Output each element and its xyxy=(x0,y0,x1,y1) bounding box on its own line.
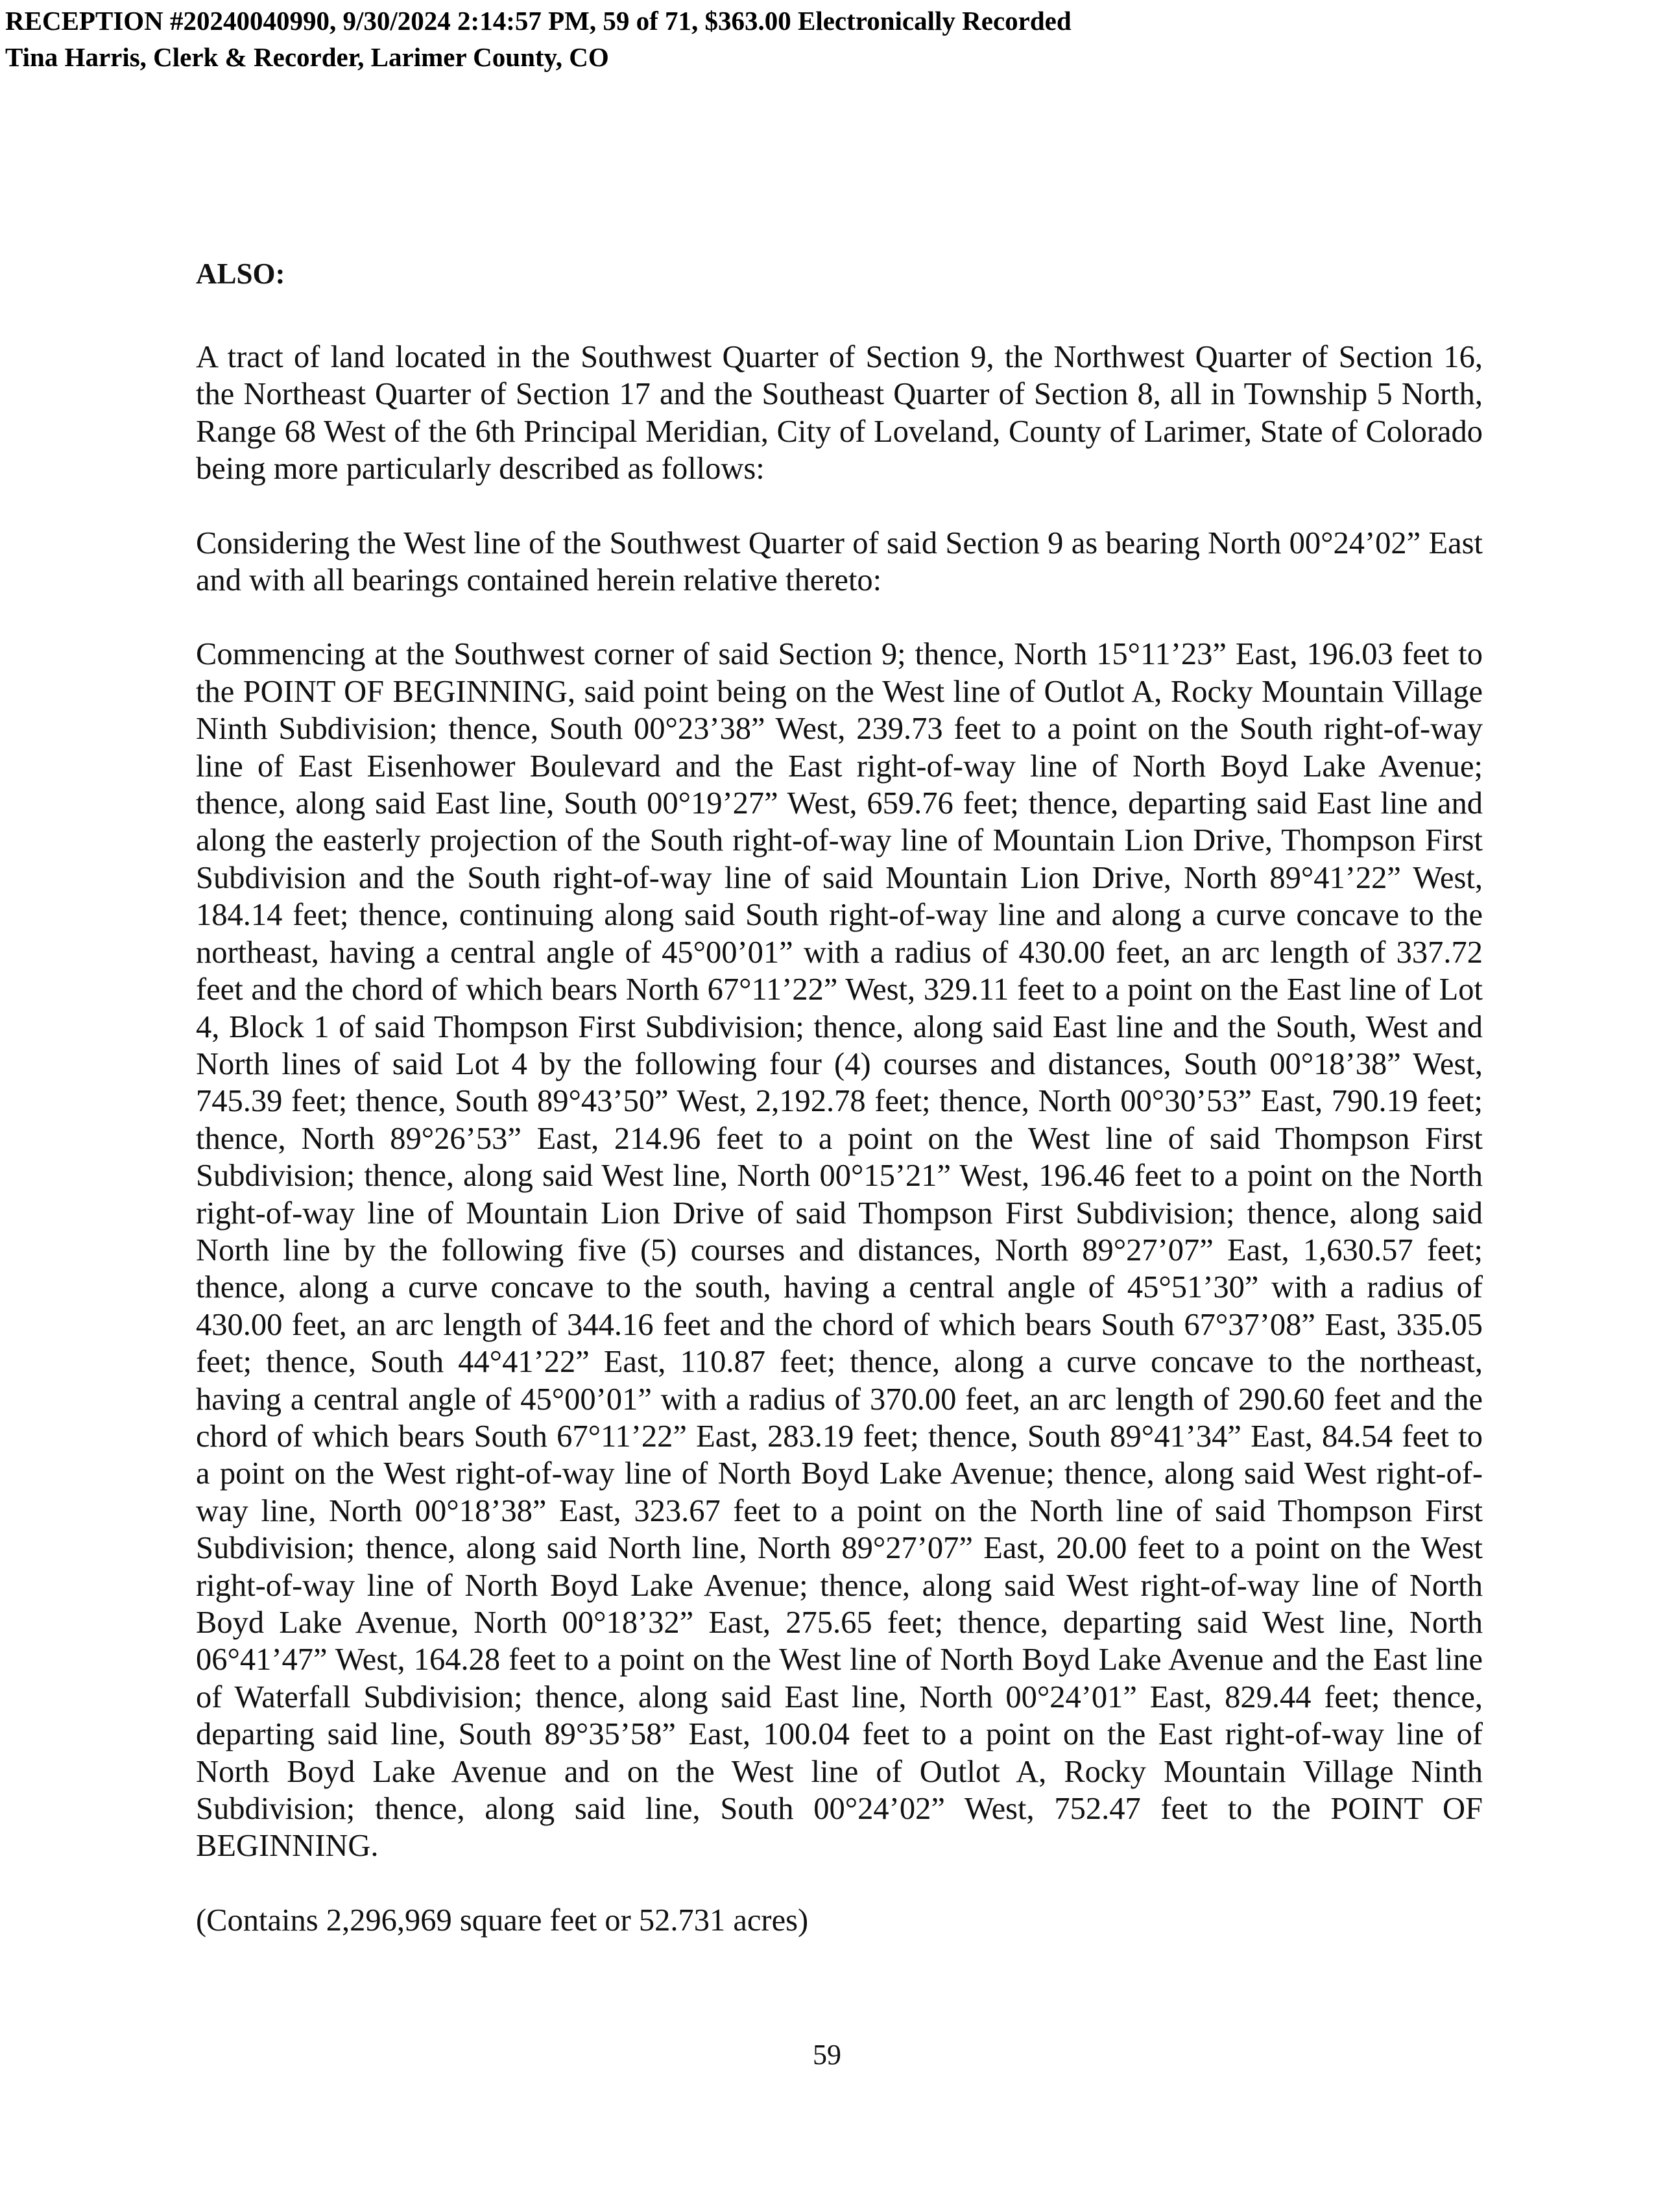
recording-stamp-line-1: RECEPTION #20240040990, 9/30/2024 2:14:57 PM, 59 of 71, $363.00 Electronically Recorded xyxy=(5,6,1072,36)
recording-stamp-line-2: Tina Harris, Clerk & Recorder, Larimer County, CO xyxy=(5,42,609,72)
metes-and-bounds-paragraph: Commencing at the Southwest corner of said Section 9; thence, North 15°11’23” East, 196.03 feet to the POINT OF BEGINNING, said point being on the West line of Outlot A, Rocky Mountain Village Ninth Subdivision; thence, South 00°23’38” West, 239.73 feet to a point on the South right-of-way line of East Eisenhower Boulevard and the East right-of-way line of North Boyd Lake Avenue; thence, along said East line, South 00°19’27” West, 659.76 feet; thence, departing said East line and along the easterly projection of the South right-of-way line of Mountain Lion Drive, Thompson First Subdivision and the South right-of-way line of said Mountain Lion Drive, North 89°41’22” West, 184.14 feet; thence, continuing along said South right-of-way line and along a curve concave to the northeast, having a central angle of 45°00’01” with a radius of 430.00 feet, an arc length of 337.72 feet and the chord of which bears North 67°11’22” West, 329.11 feet to a point on the East line of Lot 4, Block 1 of said Thompson First Subdivision; thence, along said East line and the South, West and North lines of said Lot 4 by the following four (4) courses and distances, South 00°18’38” West, 745.39 feet; thence, South 89°43’50” West, 2,192.78 feet; thence, North 00°30’53” East, 790.19 feet; thence, North 89°26’53” East, 214.96 feet to a point on the West line of said Thompson First Subdivision; thence, along said West line, North 00°15’21” West, 196.46 feet to a point on the North right-of-way line of Mountain Lion Drive of said Thompson First Subdivision; thence, along said North line by the following five (5) courses and distances, North 89°27’07” East, 1,630.57 feet; thence, along a curve concave to the south, having a central angle of 45°51’30” with a radius of 430.00 feet, an arc length of 344.16 feet and the chord of which bears South 67°37’08” East, 335.05 feet; thence, South 44°41’22” East, 110.87 feet; thence, along a curve concave to the northeast, having a central angle of 45°00’01” with a radius of 370.00 feet, an arc length of 290.60 feet and the chord of which bears South 67°11’22” East, 283.19 feet; thence, South 89°41’34” East, 84.54 feet to a point on the West right-of-way line of North Boyd Lake Avenue; thence, along said West right-of-way line, North 00°18’38” East, 323.67 feet to a point on the North line of said Thompson First Subdivision; thence, along said North line, North 89°27’07” East, 20.00 feet to a point on the West right-of-way line of North Boyd Lake Avenue; thence, along said West right-of-way line of North Boyd Lake Avenue, North 00°18’32” East, 275.65 feet; thence, departing said West line, North 06°41’47” West, 164.28 feet to a point on the West line of North Boyd Lake Avenue and the East line of Waterfall Subdivision; thence, along said East line, North 00°24’01” East, 829.44 feet; thence, departing said line, South 89°35’58” East, 100.04 feet to a point on the East right-of-way line of North Boyd Lake Avenue and on the West line of Outlot A, Rocky Mountain Village Ninth Subdivision; thence, along said line, South 00°24’02” West, 752.47 feet to the POINT OF BEGINNING. xyxy=(196,637,1483,1864)
also-heading: ALSO: xyxy=(196,258,285,290)
page-number: 59 xyxy=(813,2039,841,2071)
tract-intro-paragraph: A tract of land located in the Southwest Quarter of Section 9, the Northwest Quarter of Section 16, the Northeast Quarter of Section 17 and the Southeast Quarter of Section 8, all in Township 5 North, Range 68 West of the 6th Principal Meridian, City of Loveland, County of Larimer, State of Colorado being more particularly described as follows: xyxy=(196,340,1483,487)
basis-of-bearings-paragraph: Considering the West line of the Southwest Quarter of said Section 9 as bearing North 00°24’02” East and with all bearings contained herein relative thereto: xyxy=(196,525,1483,598)
recording-stamp-header xyxy=(5,3,1432,75)
legal-description-body xyxy=(196,256,1483,1976)
area-summary-paragraph: (Contains 2,296,969 square feet or 52.731 acres) xyxy=(196,1903,809,1938)
